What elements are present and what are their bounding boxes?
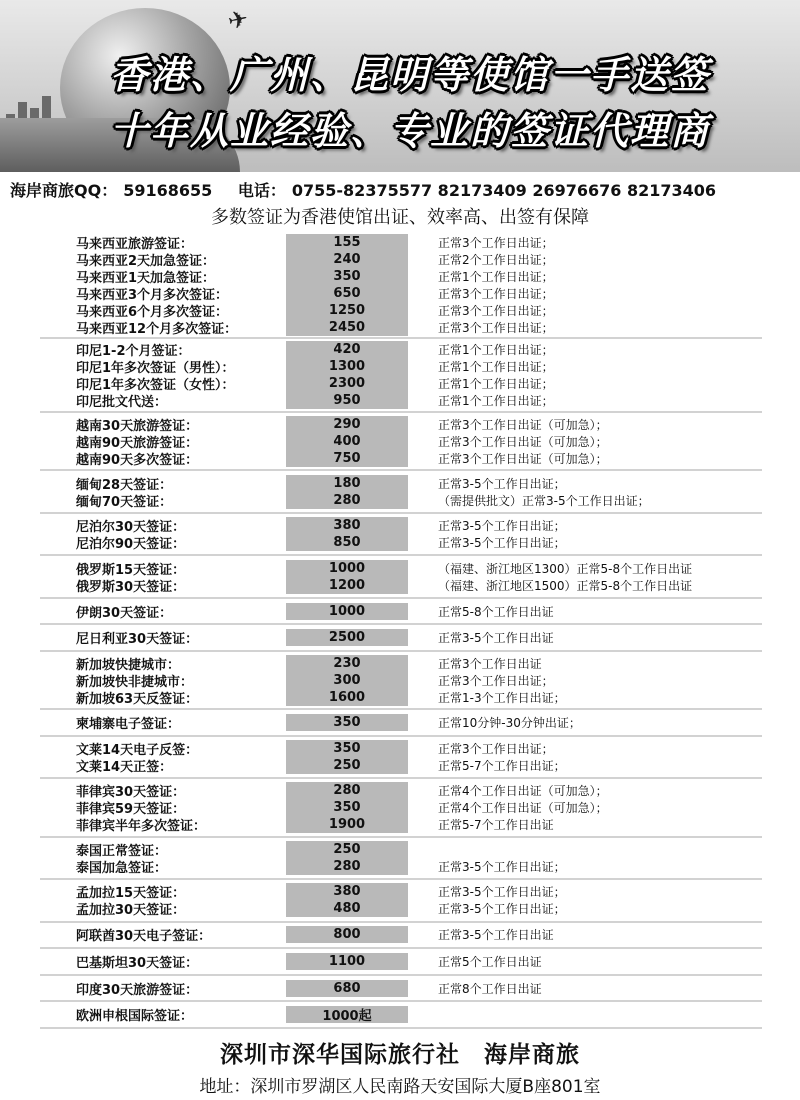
- visa-price: 1250: [286, 302, 408, 319]
- visa-row: [40, 285, 762, 302]
- visa-price: 1000起: [286, 1006, 408, 1023]
- visa-row: [40, 517, 762, 534]
- visa-row: [40, 672, 762, 689]
- visa-price: 1600: [286, 689, 408, 706]
- visa-name: 尼泊尔30天签证：: [76, 520, 186, 536]
- visa-row: [40, 816, 762, 833]
- visa-name: 马来西亚3个月多次签证：: [76, 287, 229, 303]
- visa-row: [40, 392, 762, 409]
- visa-name: 马来西亚1天加急签证：: [76, 270, 216, 286]
- processing-note: （福建、浙江地区1500）正常5-8个工作日出证: [438, 578, 693, 593]
- visa-group: [40, 976, 762, 1003]
- visa-price: 420: [286, 341, 408, 358]
- visa-row: [40, 655, 762, 672]
- visa-price-table: [40, 233, 762, 1029]
- processing-note: （需提供批文）正常3-5个工作日出证；: [438, 493, 650, 508]
- processing-note: 正常5-7个工作日出证: [438, 818, 554, 833]
- processing-note: （福建、浙江地区1300）正常5-8个工作日出证: [438, 561, 693, 576]
- visa-group: [40, 599, 762, 626]
- visa-price: 290: [286, 416, 408, 433]
- visa-name: 印尼1-2个月签证：: [76, 344, 191, 360]
- visa-price: 230: [286, 655, 408, 672]
- processing-note: 正常1个工作日出证；: [438, 360, 554, 375]
- visa-price: 250: [286, 757, 408, 774]
- visa-price: 950: [286, 392, 408, 409]
- processing-note: 正常5-7个工作日出证；: [438, 759, 566, 774]
- visa-price: 280: [286, 782, 408, 799]
- visa-row: [40, 319, 762, 336]
- visa-price: 480: [286, 900, 408, 917]
- visa-group: [40, 779, 762, 837]
- visa-name: 尼泊尔90天签证：: [76, 537, 186, 553]
- visa-name: 文莱14天电子反签：: [76, 743, 199, 759]
- visa-group: [40, 514, 762, 556]
- visa-row: [40, 757, 762, 774]
- visa-row: [40, 433, 762, 450]
- processing-note: 正常3个工作日出证；: [438, 673, 554, 688]
- visa-price: 1000: [286, 560, 408, 577]
- processing-note: 正常1个工作日出证；: [438, 343, 554, 358]
- processing-note: 正常1个工作日出证；: [438, 377, 554, 392]
- tagline: 多数签证为香港使馆出证、效率高、出签有保障: [211, 207, 589, 228]
- visa-price: 280: [286, 858, 408, 875]
- visa-name: 马来西亚6个月多次签证：: [76, 304, 229, 320]
- visa-name: 菲律宾59天签证：: [76, 802, 186, 818]
- visa-row: [40, 475, 762, 492]
- visa-row: [40, 603, 762, 620]
- visa-name: 马来西亚12个月多次签证：: [76, 321, 238, 337]
- footer-company-line: [0, 1036, 800, 1069]
- visa-group: [40, 556, 762, 598]
- processing-note: 正常3个工作日出证: [438, 656, 542, 671]
- visa-row: [40, 375, 762, 392]
- visa-row: [40, 251, 762, 268]
- visa-group: [40, 737, 762, 779]
- visa-row: [40, 534, 762, 551]
- processing-note: 正常3-5个工作日出证；: [438, 902, 566, 917]
- visa-row: [40, 858, 762, 875]
- visa-name: 巴基斯坦30天签证：: [76, 955, 199, 971]
- visa-name: 新加坡快捷城市：: [76, 657, 181, 673]
- visa-name: 新加坡63天反签证：: [76, 691, 199, 707]
- visa-price: 1300: [286, 358, 408, 375]
- visa-row: [40, 341, 762, 358]
- visa-name: 阿联酋30天电子签证：: [76, 929, 212, 945]
- processing-note: 正常3个工作日出证；: [438, 742, 554, 757]
- processing-note: 正常3-5个工作日出证；: [438, 476, 566, 491]
- visa-group: [40, 838, 762, 880]
- processing-note: 正常5-8个工作日出证: [438, 604, 554, 619]
- qq-label: 海岸商旅QQ：: [10, 181, 118, 200]
- visa-price: 250: [286, 841, 408, 858]
- visa-group: [40, 233, 762, 339]
- visa-row: [40, 782, 762, 799]
- processing-note: 正常3-5个工作日出证: [438, 631, 554, 646]
- company-name: 深圳市深华国际旅行社: [220, 1042, 460, 1068]
- visa-name: 印度30天旅游签证：: [76, 982, 199, 998]
- visa-group: [40, 471, 762, 513]
- visa-row: [40, 799, 762, 816]
- header-banner: [0, 0, 800, 172]
- processing-note: 正常3-5个工作日出证: [438, 928, 554, 943]
- visa-price: 240: [286, 251, 408, 268]
- phone-numbers: 0755-82375577 82173409 26976676 82173406: [291, 181, 717, 200]
- processing-note: 正常3个工作日出证；: [438, 303, 554, 318]
- processing-note: 正常3-5个工作日出证；: [438, 536, 566, 551]
- visa-name: 印尼批文代送：: [76, 395, 168, 411]
- visa-name: 尼日利亚30天签证：: [76, 632, 199, 648]
- processing-note: 正常1个工作日出证；: [438, 269, 554, 284]
- visa-name: 印尼1年多次签证（男性）：: [76, 361, 235, 377]
- visa-name: 菲律宾半年多次签证：: [76, 819, 207, 835]
- visa-name: 孟加拉30天签证：: [76, 903, 186, 919]
- visa-row: [40, 302, 762, 319]
- processing-note: 正常3个工作日出证（可加急）；: [438, 417, 608, 432]
- visa-name: 泰国加急签证：: [76, 860, 168, 876]
- visa-price: 350: [286, 714, 408, 731]
- visa-row: [40, 980, 762, 997]
- visa-group: [40, 710, 762, 737]
- processing-note: 正常4个工作日出证（可加急）；: [438, 801, 608, 816]
- visa-price: 155: [286, 234, 408, 251]
- visa-group: [40, 923, 762, 950]
- airplane-icon: ✈: [225, 4, 251, 36]
- processing-note: 正常3个工作日出证（可加急）；: [438, 434, 608, 449]
- visa-group: [40, 413, 762, 471]
- processing-note: 正常4个工作日出证（可加急）；: [438, 784, 608, 799]
- visa-name: 文莱14天正签：: [76, 760, 173, 776]
- visa-row: [40, 953, 762, 970]
- visa-price: 350: [286, 740, 408, 757]
- visa-row: [40, 450, 762, 467]
- footer-address: 地址：深圳市罗湖区人民南路天安国际大厦B座801室: [199, 1077, 601, 1097]
- visa-name: 俄罗斯30天签证：: [76, 579, 186, 595]
- visa-price: 800: [286, 926, 408, 943]
- visa-price: 400: [286, 433, 408, 450]
- qq-number: 59168655: [123, 181, 213, 200]
- processing-note: 正常2个工作日出证；: [438, 252, 554, 267]
- visa-row: [40, 492, 762, 509]
- visa-row: [40, 416, 762, 433]
- processing-note: 正常8个工作日出证: [438, 981, 542, 996]
- visa-price: 650: [286, 285, 408, 302]
- visa-price: 680: [286, 980, 408, 997]
- processing-note: 正常3-5个工作日出证；: [438, 885, 566, 900]
- visa-name: 泰国正常签证：: [76, 843, 168, 859]
- phone-label: 电话：: [237, 181, 286, 200]
- visa-price: 350: [286, 268, 408, 285]
- visa-row: [40, 629, 762, 646]
- visa-name: 越南30天旅游签证：: [76, 418, 199, 434]
- visa-name: 欧洲申根国际签证：: [76, 1009, 194, 1025]
- visa-group: [40, 880, 762, 922]
- processing-note: 正常1个工作日出证；: [438, 394, 554, 409]
- visa-price: 1900: [286, 816, 408, 833]
- processing-note: 正常3个工作日出证；: [438, 320, 554, 335]
- visa-group: [40, 1002, 762, 1029]
- visa-price: 750: [286, 450, 408, 467]
- visa-row: [40, 1006, 762, 1023]
- visa-price: 380: [286, 517, 408, 534]
- visa-name: 菲律宾30天签证：: [76, 785, 186, 801]
- visa-name: 印尼1年多次签证（女性）：: [76, 378, 235, 394]
- visa-price: 180: [286, 475, 408, 492]
- processing-note: 正常3-5个工作日出证；: [438, 519, 566, 534]
- visa-price: 2500: [286, 629, 408, 646]
- processing-note: 正常1-3个工作日出证；: [438, 690, 566, 705]
- visa-name: 孟加拉15天签证：: [76, 886, 186, 902]
- visa-row: [40, 740, 762, 757]
- visa-group: [40, 652, 762, 710]
- contact-line: [10, 178, 790, 201]
- visa-row: [40, 689, 762, 706]
- visa-row: [40, 841, 762, 858]
- brand-name: 海岸商旅: [484, 1042, 580, 1068]
- visa-name: 越南90天旅游签证：: [76, 435, 199, 451]
- visa-price: 380: [286, 883, 408, 900]
- visa-price: 1000: [286, 603, 408, 620]
- visa-price: 2300: [286, 375, 408, 392]
- headline-line-1: 香港、广州、昆明等使馆一手送签: [109, 52, 710, 97]
- processing-note: 正常3个工作日出证（可加急）；: [438, 451, 608, 466]
- processing-note: 正常3个工作日出证；: [438, 286, 554, 301]
- processing-note: 正常5个工作日出证: [438, 954, 542, 969]
- visa-row: [40, 883, 762, 900]
- visa-row: [40, 234, 762, 251]
- visa-name: 缅甸28天签证：: [76, 477, 173, 493]
- visa-name: 俄罗斯15天签证：: [76, 562, 186, 578]
- visa-group: [40, 625, 762, 652]
- visa-row: [40, 926, 762, 943]
- visa-price: 1100: [286, 953, 408, 970]
- visa-price: 2450: [286, 319, 408, 336]
- headline-line-2: 十年从业经验、专业的签证代理商: [109, 108, 710, 153]
- visa-row: [40, 714, 762, 731]
- visa-name: 新加坡快非捷城市：: [76, 674, 194, 690]
- processing-note: 正常3-5个工作日出证；: [438, 859, 566, 874]
- visa-name: 缅甸70天签证：: [76, 494, 173, 510]
- visa-name: 马来西亚2天加急签证：: [76, 253, 216, 269]
- visa-name: 越南90天多次签证：: [76, 452, 199, 468]
- visa-price: 300: [286, 672, 408, 689]
- visa-row: [40, 560, 762, 577]
- visa-row: [40, 900, 762, 917]
- visa-row: [40, 358, 762, 375]
- visa-row: [40, 577, 762, 594]
- visa-price: 1200: [286, 577, 408, 594]
- visa-name: 柬埔寨电子签证：: [76, 717, 181, 733]
- visa-name: 伊朗30天签证：: [76, 605, 173, 621]
- visa-price: 350: [286, 799, 408, 816]
- processing-note: 正常10分钟-30分钟出证；: [438, 716, 581, 731]
- visa-name: 马来西亚旅游签证：: [76, 236, 194, 252]
- visa-price: 280: [286, 492, 408, 509]
- visa-group: [40, 339, 762, 413]
- processing-note: 正常3个工作日出证；: [438, 235, 554, 250]
- visa-price: 850: [286, 534, 408, 551]
- visa-row: [40, 268, 762, 285]
- visa-group: [40, 949, 762, 976]
